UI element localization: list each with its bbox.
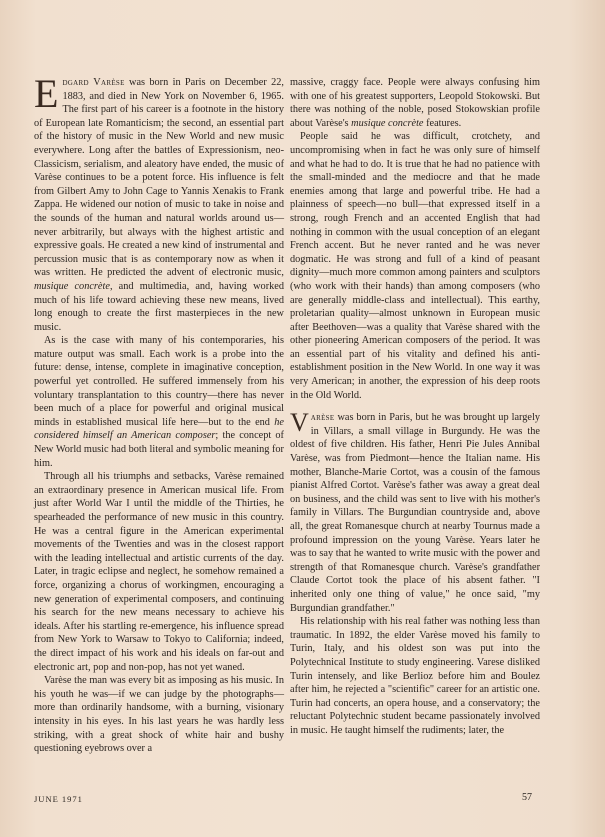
drop-cap: V [290, 408, 309, 438]
paragraph-text: massive, craggy face. People were always confusing him with one of his greatest supporters, Leopold Stokowski. But there was nothing of the noble, posed Stokowskian profile about Varèse's [290, 77, 540, 129]
left-column [34, 71, 285, 756]
paragraph [290, 408, 540, 615]
page-number: 57 [522, 792, 532, 803]
footer-date: JUNE 1971 [34, 794, 83, 804]
italic-phrase: musique concrète [351, 117, 424, 129]
paragraph [34, 71, 285, 334]
paragraph-text: , and multimedia, and, having worked much of his life toward achieving these new means, lived long enough to create the first masterpieces in the new music. [34, 280, 284, 333]
paragraph: Through all his triumphs and setbacks, Varèse remained an extraordinary presence in American musical life. From just after World War I until the middle of the Thirties, he spearheaded the performance of new music in this country. He was a central figure in the American experimental movements of the Twenties and was in the closest rapport with the leading intellectual and artistic currents of the day. Later, in tragic eclipse and neglect, he somehow remained a force, organizing a chorus of workingmen, encouraging a new generation of experimental composers, and continuing his search for the new means necessary to achieve his ideals. After his startling re-emergence, his influence spread from New York to Warsaw to Tokyo to California; indeed, the direct impact of his work and his ideals on far-out and electronic art, pop and non-pop, has not yet waned. [34, 471, 284, 673]
paragraph [290, 76, 540, 130]
paragraph [34, 334, 284, 470]
paragraph: Varèse the man was every bit as imposing as his music. In his youth he was—if we can judge by the photographs—more than ordinarily handsome, with a burning, visionary intensity in his eyes. In his last years he was hardly less striking, with a great shock of white hair and bushy questioning eyebrows over a [34, 675, 284, 755]
paragraph: His relationship with his real father was nothing less than traumatic. In 1892, the elder Varèse moved his family to Turin, Italy, and his oldest son was put into the Polytechnical Institute to study engineering. Varese disliked Turin intensely, and like Berlioz before him and Boulez after him, he rejected a "scientific" career for an artistic one. Turin had concerts, an opera house, and a conservatory; the reluctant Polytechnic student became passionately involved in music. He taught himself the rudiments; later, the [290, 616, 540, 736]
lead-in-smallcaps: dgard Varèse [62, 77, 125, 88]
right-column [290, 76, 540, 738]
lead-in-smallcaps: arèse [310, 412, 335, 424]
paragraph-text: ; the concept of New World music had both literal and symbolic meaning for him. [34, 430, 284, 469]
italic-phrase: he considered himself an American composer [34, 416, 284, 442]
section-gap [290, 402, 540, 411]
paragraph-text: was born in Paris on December 22, 1883, and died in New York on November 6, 1965. The first part of his career is a footnote in the history of European late Romanticism; the second, an essential part of the history of music in the New World and new music everywhere. Long after the battles of Expressionism, neo-Classicism, serialism, and aleatory have ended, the music of Varèse continues to be a potent force. His influence is felt from Gilbert Amy to John Cage to Yannis Xenakis to Frank Zappa. He widened our notion of music to take in noise and the sounds of the human and natural worlds around us—never arbitrarily, but always with the highest artistic and expressive goals. He created a new kind of instrumental and percussion music that is as contemporary now as when it was written. He predicted the advent of electronic music, [34, 77, 285, 279]
paragraph: People said he was difficult, crotchety, and uncompromising when in fact he was only sure of himself and what he had to do. It is true that he had no patience with the small-minded and the mediocre and that he made enemies among that large and powerful tribe. He had a plainness of speech—no bull—that expressed itself in a strong, rough French and an accented English that had nothing in common with the usual conception of an elegant French accent. But he never ranted and he was never dogmatic. He was strong and full of a kind of peasant dignity—much more common among painters and sculptors (who work with their hands) than among composers (who are generally middle-class and intellectual). This earthy, proletarian quality—almost unknown in European music after Beethoven—was a quality that Varèse shared with the other pioneering American composers of the period. It was an essential part of his vitality and defined his anti-establishment position in the New World. In one way it was very American; in another, the expression of his deep roots in the Old World. [290, 131, 540, 401]
paragraph-text: features. [423, 117, 462, 129]
italic-phrase: musique concrète [34, 280, 110, 292]
paragraph-text: As is the case with many of his contemporaries, his mature output was small. Each work is a probe into the future: dense, intense, complete in imaginative conception, powerful yet controlled. He suffered immensely from his voluntary transplantation to this country—there has never been much of a place for powerful and original musical minds in established musical life here—but to the end [34, 335, 284, 428]
paragraph-text: was born in Paris, but he was brought up largely in Villars, a small village in Burgundy. He was the oldest of five children. His father, Henri Pie Jules Annibal Varèse, was from Piedmont—hence the Italian name. His mother, Blanche-Marie Cortot, was a cousin of the famous pianist Alfred Cortot. Varèse's father was away a great deal on business, and the child was sent to live with his mother's family in Villars. The Burgundian countryside and, above all, the great Romanesque church at nearby Tournus made a profound impression on the young Varèse. Years later he was to say that he wanted to write music with the power and strength of that Romanesque church. Varèse's grandfather Claude Cortot took the place of his absent father. "I inherited only one thing of value," he once said, "my Burgundian grandfather." [290, 412, 540, 614]
drop-cap: E [34, 71, 59, 116]
